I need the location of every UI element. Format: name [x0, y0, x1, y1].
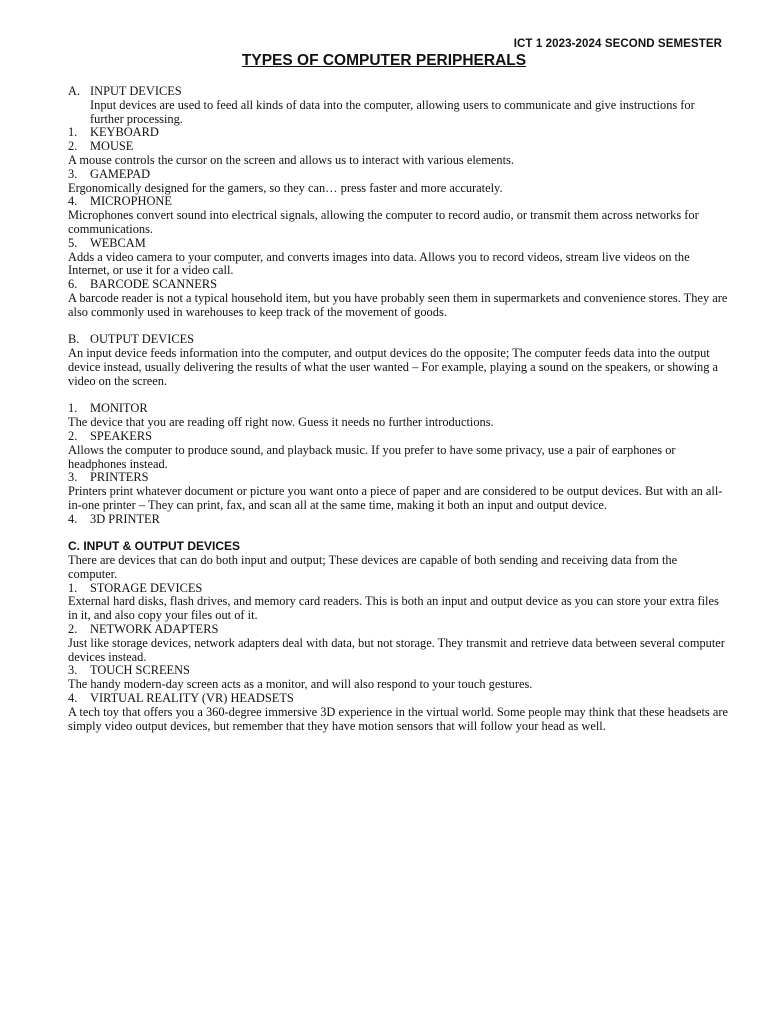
- list-item: 4. 3D PRINTER: [68, 511, 160, 526]
- list-item: 4. VIRTUAL REALITY (VR) HEADSETS: [68, 691, 294, 706]
- item-description: Allows the computer to produce sound, and playback music. If you prefer to have some privacy, use a pair of earphones or headphones instead.: [68, 442, 676, 471]
- spacer: [68, 389, 728, 403]
- list-item: 1. KEYBOARD: [68, 125, 159, 140]
- page-title: TYPES OF COMPUTER PERIPHERALS: [241, 52, 527, 69]
- list-item: 1. MONITOR: [68, 401, 148, 416]
- item-description: Just like storage devices, network adapters deal with data, but not storage. They transmit and retrieve data between several computer devices instead.: [68, 635, 725, 664]
- item-description: Printers print whatever document or picture you want onto a piece of paper and are considered to be output devices. But with an all-in-one printer – They can print, fax, and scan all at the same time, making it both an input and output device.: [68, 484, 723, 512]
- section-b-heading: B. OUTPUT DEVICES: [68, 332, 195, 347]
- list-item: 4. MICROPHONE: [68, 194, 172, 209]
- list-item: 3. GAMEPAD: [68, 166, 151, 181]
- spacer: [68, 527, 728, 541]
- document-body: [68, 85, 728, 733]
- list-item: 5. WEBCAM: [68, 235, 146, 250]
- item-description: Adds a video camera to your computer, and converts images into data. Allows you to record videos, stream live videos on the Internet, or use it for a video call.: [68, 249, 690, 278]
- item-description: A tech toy that offers you a 360-degree immersive 3D experience in the virtual world. Some people may think that these headsets are simply video output devices, but remember that they have motion sensors that will follow your head as well.: [68, 704, 728, 733]
- item-description: External hard disks, flash drives, and memory card readers. This is both an input and output device as you can store your extra files in it, and also copy your files out of it.: [68, 594, 719, 623]
- list-item: 2. SPEAKERS: [68, 428, 152, 443]
- spacer: [68, 320, 728, 334]
- list-item: 6. BARCODE SCANNERS: [68, 277, 218, 292]
- section-a-heading: A. INPUT DEVICES: [68, 84, 182, 98]
- item-description: The device that you are reading off right now. Guess it needs no further introductions.: [68, 415, 494, 430]
- section-a-intro: Input devices are used to feed all kinds of data into the computer, allowing users to communicate and give instructions for further processing.: [90, 97, 695, 126]
- item-description: Ergonomically designed for the gamers, so they can… press faster and more accurately.: [68, 180, 503, 195]
- list-item: 2. NETWORK ADAPTERS: [68, 622, 219, 637]
- section-c-heading: C. INPUT & OUTPUT DEVICES: [68, 539, 241, 554]
- list-item: 2. MOUSE: [68, 139, 134, 154]
- item-description: Microphones convert sound into electrical signals, allowing the computer to record audio, or transmit them across networks for communications.: [68, 208, 699, 236]
- item-description: A mouse controls the cursor on the screen and allows us to interact with various elements.: [68, 152, 514, 167]
- section-c-intro: There are devices that can do both input and output; These devices are capable of both sending and receiving data from the computer.: [68, 553, 678, 581]
- item-description: The handy modern-day screen acts as a monitor, and will also respond to your touch gestures.: [68, 677, 533, 692]
- list-item: 3. TOUCH SCREENS: [68, 663, 190, 678]
- course-header: ICT 1 2023-2024 SECOND SEMESTER: [513, 38, 722, 50]
- list-item: 3. PRINTERS: [68, 470, 149, 485]
- list-item: 1. STORAGE DEVICES: [68, 580, 203, 595]
- item-description: A barcode reader is not a typical household item, but you have probably seen them in supermarkets and convenience stores. They are also commonly used in warehouses to keep track of the movement of goods.: [68, 290, 728, 319]
- section-b-intro: An input device feeds information into the computer, and output devices do the opposite; The computer feeds data into the output device instead, usually delivering the results of what the user wanted – For example, playing a sound on the speakers, or showing a video on the screen.: [68, 346, 719, 388]
